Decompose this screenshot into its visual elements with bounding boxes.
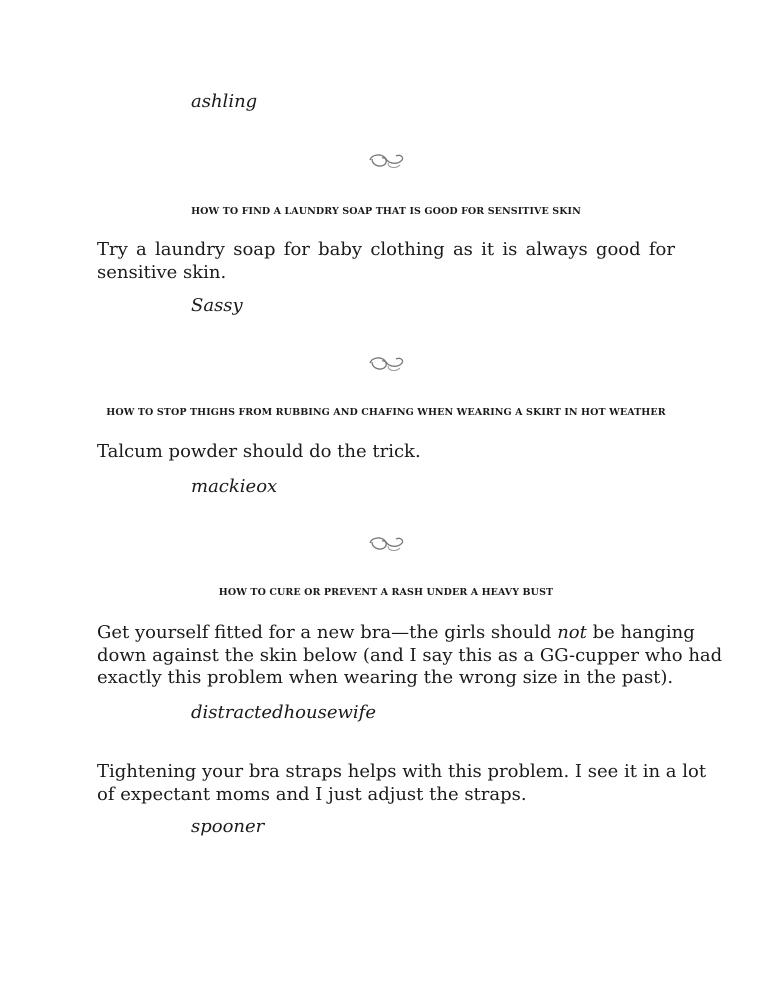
section-heading: HOW TO STOP THIGHS FROM RUBBING AND CHAFING WHEN WEARING A SKIRT IN HOT WEATHER [106, 407, 666, 418]
scroll-ornament-icon [366, 151, 406, 171]
answer-line: sensitive skin. [97, 261, 227, 283]
answer-line-text: Get yourself fitted for a new bra—the girls should [97, 622, 552, 643]
answer-line: Talcum powder should do the trick. [97, 441, 421, 462]
reply-line: of expectant moms and I just adjust the straps. [97, 783, 527, 805]
signature-mackieox: mackieox [191, 476, 278, 497]
answer-text [97, 239, 675, 284]
answer-text [97, 622, 723, 690]
reply-text [97, 761, 707, 806]
answer-line-text: Try a laundry soap for baby clothing as it is always good for [97, 239, 675, 260]
signature-distractedhousewife: distractedhousewife [191, 702, 376, 723]
signature-ashling: ashling [191, 91, 258, 112]
scroll-ornament-icon [366, 534, 406, 554]
answer-line [97, 239, 675, 262]
section-heading: HOW TO CURE OR PREVENT A RASH UNDER A HEAVY BUST [218, 587, 554, 598]
answer-line: exactly this problem when wearing the wrong size in the past). [97, 667, 674, 688]
signature-sassy: Sassy [191, 295, 243, 316]
answer-line [97, 622, 695, 645]
section-heading: HOW TO FIND A LAUNDRY SOAP THAT IS GOOD FOR SENSITIVE SKIN [191, 206, 581, 217]
scroll-ornament-icon [366, 354, 406, 374]
reply-line: Tightening your bra straps helps with this problem. I see it in a lot [97, 761, 707, 782]
emphasis-text: not [557, 622, 587, 643]
answer-line-text: be hanging [592, 622, 695, 643]
signature-spooner: spooner [191, 816, 265, 837]
answer-text [97, 441, 675, 464]
answer-line: down against the skin below (and I say this as a GG-cupper who had [97, 644, 723, 666]
